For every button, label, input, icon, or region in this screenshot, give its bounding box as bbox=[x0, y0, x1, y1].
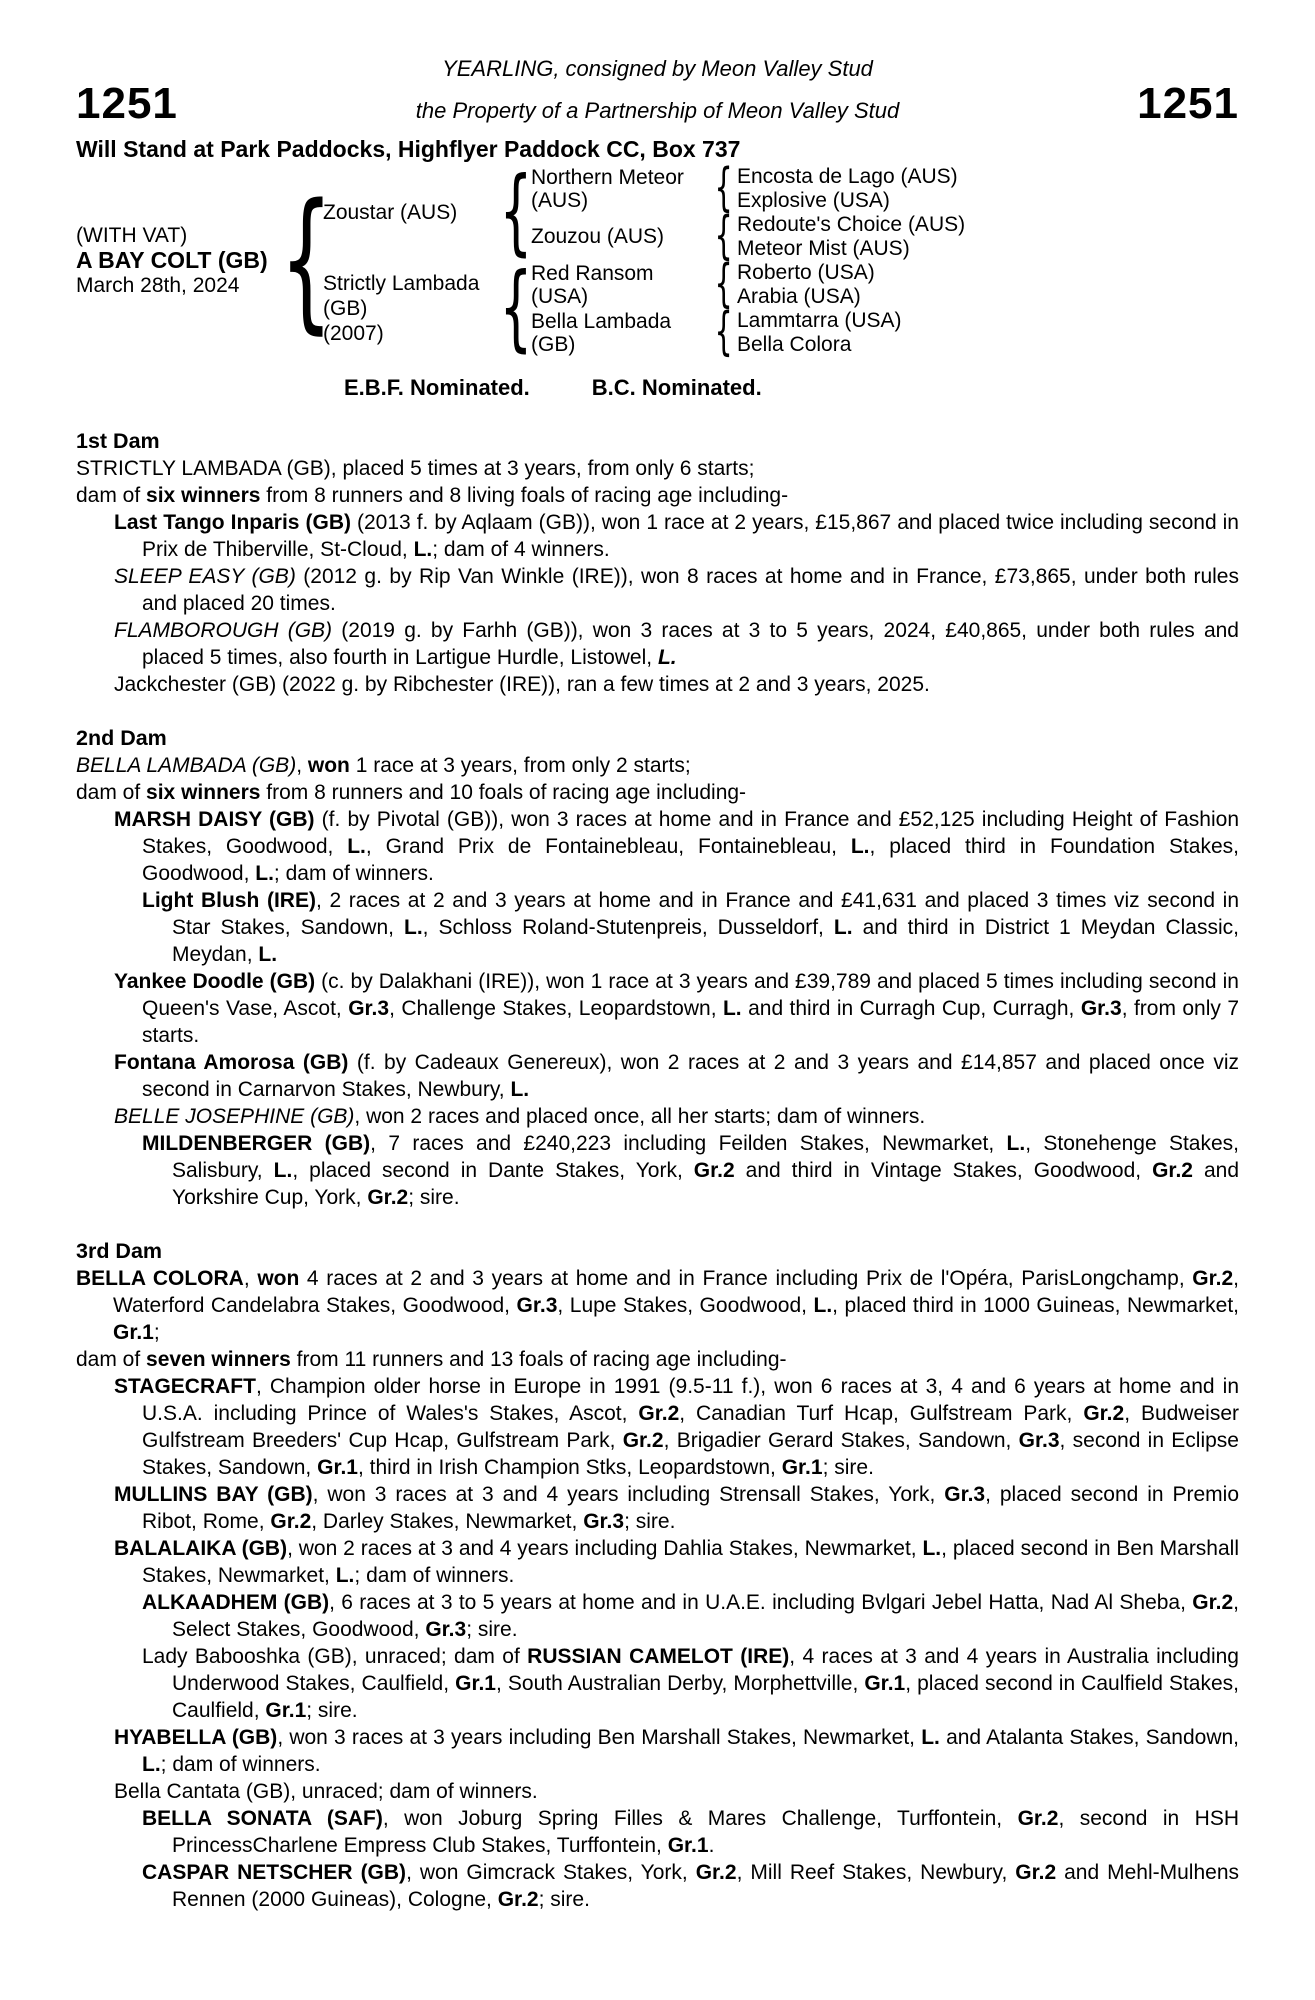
section-heading: 1st Dam bbox=[76, 428, 160, 453]
header-row bbox=[76, 79, 1239, 128]
vat-note: (WITH VAT) bbox=[76, 224, 188, 248]
dam-name: Strictly Lambada (GB) (2007) bbox=[323, 272, 480, 346]
stand-location-line: Will Stand at Park Paddocks, Highflyer Paddock CC, Box 737 bbox=[76, 135, 741, 162]
dam-parents bbox=[531, 261, 1239, 357]
subject-name: A BAY COLT (GB) bbox=[76, 247, 268, 274]
brace-icon bbox=[289, 192, 323, 329]
grandparent-name: Arabia (USA) bbox=[737, 284, 861, 308]
catalogue-paragraph: Last Tango Inparis (GB) (2013 f. by Aqlaam (GB)), won 1 race at 2 years, £15,867 and placed twice including second in Prix de Thiberville, St-Cloud, L.; dam of 4 winners. bbox=[114, 510, 1239, 561]
catalogue-paragraph: BALALAIKA (GB), won 2 races at 3 and 4 years including Dahlia Stakes, Newmarket, L., placed second in Ben Marshall Stakes, Newmarket, L.; dam of winners. bbox=[114, 1536, 1239, 1587]
catalogue-paragraph: BELLA LAMBADA (GB), won 1 race at 3 years, from only 2 starts; bbox=[76, 753, 691, 777]
pedigree-row bbox=[531, 213, 1239, 261]
catalogue-paragraph: Light Blush (IRE), 2 races at 2 and 3 years at home and in France and £41,631 and placed 3 times viz second in Star Stakes, Sandown, L., Schloss Roland-Stutenpreis, Dusseldorf, L. and third in District 1 Meydan Classic, Meydan, L. bbox=[142, 888, 1239, 966]
catalogue-paragraph: Jackchester (GB) (2022 g. by Ribchester (IRE)), ran a few times at 2 and 3 years, 2025. bbox=[114, 672, 930, 696]
grandparent-name: Bella Colora bbox=[737, 332, 852, 356]
parent-name: Bella Lambada (GB) bbox=[531, 309, 672, 356]
parent-name: Zouzou (AUS) bbox=[531, 225, 665, 249]
grandparent-pair bbox=[737, 309, 1239, 357]
brace-icon bbox=[711, 165, 737, 212]
lot-number-left: 1251 bbox=[76, 79, 178, 128]
catalogue-paragraph: Yankee Doodle (GB) (c. by Dalakhani (IRE)), won 1 race at 3 years and £39,789 and placed 5 times including second in Queen's Vase, Ascot, Gr.3, Challenge Stakes, Leopardstown, L. and third in Curragh Cup, Curragh, Gr.3, from only 7 starts. bbox=[114, 969, 1240, 1047]
grandparent-pair bbox=[737, 213, 1239, 261]
pedigree-generations bbox=[323, 165, 1239, 357]
dam-branch bbox=[323, 261, 1239, 357]
grandparent-name: Roberto (USA) bbox=[737, 260, 875, 284]
dam-section bbox=[76, 725, 1239, 1211]
bc-nominated-label: B.C. Nominated. bbox=[591, 374, 762, 400]
dam-section bbox=[76, 1238, 1239, 1913]
nominations-line bbox=[344, 375, 1239, 401]
catalogue-paragraph: dam of six winners from 8 runners and 8 living foals of racing age including- bbox=[76, 483, 789, 507]
grandparent-name: Explosive (USA) bbox=[737, 188, 890, 212]
subject-foal-date: March 28th, 2024 bbox=[76, 274, 240, 298]
sire-branch bbox=[323, 165, 1239, 261]
pedigree-tree bbox=[76, 165, 1239, 357]
dam-sections bbox=[76, 428, 1239, 1913]
parent-name: Red Ransom (USA) bbox=[531, 261, 654, 308]
catalogue-paragraph: ALKAADHEM (GB), 6 races at 3 to 5 years at home and in U.A.E. including Bvlgari Jebel Hatta, Nad Al Sheba, Gr.2, Select Stakes, Goodwood, Gr.3; sire. bbox=[142, 1590, 1239, 1641]
section-heading: 2nd Dam bbox=[76, 725, 167, 750]
dam-section bbox=[76, 428, 1239, 698]
catalogue-paragraph: MULLINS BAY (GB), won 3 races at 3 and 4 years including Strensall Stakes, York, Gr.3, placed second in Premio Ribot, Rome, Gr.2, Darley Stakes, Newmarket, Gr.3; sire. bbox=[114, 1482, 1239, 1533]
catalogue-paragraph: dam of seven winners from 11 runners and 13 foals of racing age including- bbox=[76, 1347, 787, 1371]
catalogue-paragraph: MARSH DAISY (GB) (f. by Pivotal (GB)), won 3 races at home and in France and £52,125 including Height of Fashion Stakes, Goodwood, L., Grand Prix de Fontainebleau, Fontainebleau, L., placed third in Foundation Stakes, Goodwood, L.; dam of winners. bbox=[114, 807, 1240, 885]
lot-number-right: 1251 bbox=[1137, 79, 1239, 128]
grandparent-pair bbox=[737, 165, 1239, 213]
parent-name: Northern Meteor (AUS) bbox=[531, 165, 684, 212]
catalogue-paragraph: HYABELLA (GB), won 3 races at 3 years including Ben Marshall Stakes, Newmarket, L. and Atalanta Stakes, Sandown, L.; dam of winners. bbox=[114, 1725, 1240, 1776]
grandparent-name: Lammtarra (USA) bbox=[737, 308, 902, 332]
catalogue-paragraph: MILDENBERGER (GB), 7 races and £240,223 including Feilden Stakes, Newmarket, L., Stonehenge Stakes, Salisbury, L., placed second in Dante Stakes, York, Gr.2 and third in Vintage Stakes, Goodwood, Gr.2 and Yorkshire Cup, York, Gr.2; sire. bbox=[142, 1131, 1240, 1209]
catalogue-paragraph: STAGECRAFT, Champion older horse in Europe in 1991 (9.5-11 f.), won 6 races at 3, 4 and 6 years at home and in U.S.A. including Prince of Wales's Stakes, Ascot, Gr.2, Canadian Turf Hcap, Gulfstream Park, Gr.2, Budweiser Gulfstream Breeders' Cup Hcap, Gulfstream Park, Gr.2, Brigadier Gerard Stakes, Sandown, Gr.3, second in Eclipse Stakes, Sandown, Gr.1, third in Irish Champion Stks, Leopardstown, Gr.1; sire. bbox=[114, 1374, 1239, 1479]
section-body bbox=[76, 455, 1239, 698]
ebf-nominated-label: E.B.F. Nominated. bbox=[344, 374, 530, 400]
brace-icon bbox=[711, 213, 737, 260]
catalogue-paragraph: SLEEP EASY (GB) (2012 g. by Rip Van Winkle (IRE)), won 8 races at home and in France, £73,865, under both rules and placed 20 times. bbox=[114, 564, 1239, 615]
grandparent-name: Meteor Mist (AUS) bbox=[737, 236, 910, 260]
catalogue-paragraph: BELLA SONATA (SAF), won Joburg Spring Filles & Mares Challenge, Turffontein, Gr.2, second in HSH PrincessCharlene Empress Club Stakes, Turffontein, Gr.1. bbox=[142, 1806, 1239, 1857]
section-heading: 3rd Dam bbox=[76, 1238, 163, 1263]
catalogue-paragraph: Bella Cantata (GB), unraced; dam of winners. bbox=[114, 1779, 538, 1803]
sire-parents bbox=[531, 165, 1239, 261]
brace-icon bbox=[711, 309, 737, 356]
subject-details bbox=[76, 223, 289, 298]
brace-icon bbox=[711, 261, 737, 308]
catalogue-paragraph: STRICTLY LAMBADA (GB), placed 5 times at 3 years, from only 6 starts; bbox=[76, 456, 755, 480]
catalogue-paragraph: dam of six winners from 8 runners and 10 foals of racing age including- bbox=[76, 780, 747, 804]
catalogue-paragraph: CASPAR NETSCHER (GB), won Gimcrack Stakes, York, Gr.2, Mill Reef Stakes, Newbury, Gr.2 and Mehl-Mulhens Rennen (2000 Guineas), Cologne, Gr.2; sire. bbox=[142, 1860, 1240, 1911]
brace-icon bbox=[501, 170, 531, 255]
pedigree-row bbox=[531, 261, 1239, 309]
brace-icon bbox=[501, 266, 531, 351]
consignment-line: YEARLING, consigned by Meon Valley Stud bbox=[442, 56, 873, 81]
property-line: the Property of a Partnership of Meon Valley Stud bbox=[415, 97, 900, 123]
catalogue-paragraph: Lady Babooshka (GB), unraced; dam of RUSSIAN CAMELOT (IRE), 4 races at 3 and 4 years in Australia including Underwood Stakes, Caulfield, Gr.1, South Australian Derby, Morphettville, Gr.1, placed second in Caulfield Stakes, Caulfield, Gr.1; sire. bbox=[142, 1644, 1239, 1722]
pedigree-row bbox=[531, 165, 1239, 213]
catalogue-paragraph: FLAMBOROUGH (GB) (2019 g. by Farhh (GB)), won 3 races at 3 to 5 years, 2024, £40,865, under both rules and placed 5 times, also fourth in Lartigue Hurdle, Listowel, L. bbox=[114, 618, 1239, 669]
sire-name: Zoustar (AUS) bbox=[323, 201, 458, 225]
grandparent-name: Redoute's Choice (AUS) bbox=[737, 212, 966, 236]
grandparent-name: Encosta de Lago (AUS) bbox=[737, 164, 958, 188]
catalogue-paragraph: BELLA COLORA, won 4 races at 2 and 3 years at home and in France including Prix de l'Opéra, ParisLongchamp, Gr.2, Waterford Candelabra Stakes, Goodwood, Gr.3, Lupe Stakes, Goodwood, L., placed third in 1000 Guineas, Newmarket, Gr.1; bbox=[76, 1266, 1240, 1344]
grandparent-pair bbox=[737, 261, 1239, 309]
catalogue-paragraph: Fontana Amorosa (GB) (f. by Cadeaux Genereux), won 2 races at 2 and 3 years and £14,857 and placed once viz second in Carnarvon Stakes, Newbury, L. bbox=[114, 1050, 1239, 1101]
section-body bbox=[76, 1265, 1239, 1913]
section-body bbox=[76, 752, 1239, 1211]
catalogue-paragraph: BELLE JOSEPHINE (GB), won 2 races and placed once, all her starts; dam of winners. bbox=[114, 1104, 926, 1128]
pedigree-row bbox=[531, 309, 1239, 357]
